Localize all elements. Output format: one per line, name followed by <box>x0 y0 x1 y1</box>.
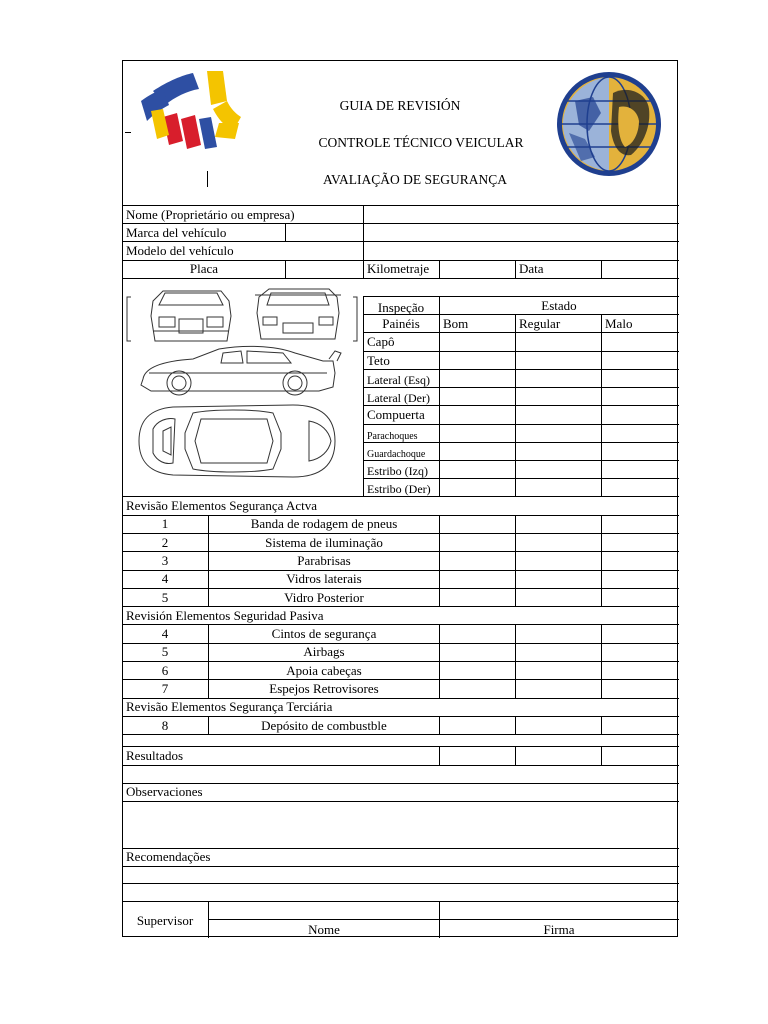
item-number: 4 <box>161 571 169 586</box>
panels-header-line2: Painéis <box>382 316 420 331</box>
state-regular: Regular <box>519 316 561 331</box>
item-number: 8 <box>161 718 169 733</box>
date-label: Data <box>519 261 544 276</box>
panel-right-step: Estribo (Der) <box>367 482 431 496</box>
plate-label: Placa <box>189 261 219 276</box>
item-label: Apoia cabeças <box>286 663 362 678</box>
item-label: Depósito de combustble <box>261 718 387 733</box>
state-header: Estado <box>541 298 577 313</box>
recommendations-label: Recomendações <box>126 849 211 864</box>
panel-left-side: Lateral (Esq) <box>367 373 430 387</box>
item-label: Vidros laterais <box>286 571 362 586</box>
mileage-label: Kilometraje <box>367 261 430 276</box>
panel-fender: Guardachoque <box>367 449 426 460</box>
item-number: 2 <box>161 535 169 550</box>
model-label: Modelo del vehículo <box>126 243 234 258</box>
panel-hood: Capô <box>367 334 395 349</box>
item-number: 5 <box>161 644 169 659</box>
supervisor-name-label: Nome <box>308 922 340 937</box>
item-label: Vidro Posterior <box>284 590 364 605</box>
form-title-line3: AVALIAÇÃO DE SEGURANÇA <box>322 172 508 187</box>
tertiary-safety-title: Revisão Elementos Segurança Terciária <box>126 699 333 714</box>
item-number: 7 <box>161 681 169 696</box>
state-bad: Malo <box>605 316 633 331</box>
item-number: 6 <box>161 663 169 678</box>
panels-header-line1: Inspeção <box>377 300 425 315</box>
panel-right-side: Lateral (Der) <box>367 391 430 405</box>
item-label: Parabrisas <box>297 553 351 568</box>
supervisor-signature-label: Firma <box>543 922 575 937</box>
panel-tailgate: Compuerta <box>367 407 425 422</box>
observations-label: Observaciones <box>126 784 203 799</box>
state-good: Bom <box>443 316 469 331</box>
item-number: 1 <box>161 516 169 531</box>
panel-roof: Teto <box>367 353 390 368</box>
supervisor-label: Supervisor <box>136 913 194 928</box>
item-label: Sistema de iluminação <box>265 535 383 550</box>
item-number: 5 <box>161 590 169 605</box>
inspection-form <box>122 60 678 937</box>
item-label: Banda de rodagem de pneus <box>250 516 398 531</box>
panel-left-step: Estribo (Izq) <box>367 464 428 478</box>
form-title-line2: CONTROLE TÉCNICO VEICULAR <box>318 135 524 150</box>
item-number: 4 <box>161 626 169 641</box>
active-safety-title: Revisão Elementos Segurança Actva <box>126 498 317 513</box>
globe-portrait-logo <box>557 72 661 176</box>
item-label: Cintos de segurança <box>271 626 377 641</box>
results-label: Resultados <box>126 748 184 763</box>
owner-label: Nome (Proprietário ou empresa) <box>126 207 295 222</box>
item-number: 3 <box>161 553 169 568</box>
vehicle-diagram <box>127 289 357 477</box>
passive-safety-title: Revisión Elementos Seguridad Pasiva <box>126 608 324 623</box>
item-label: Airbags <box>303 644 345 659</box>
flag-swirl-logo <box>141 71 241 149</box>
brand-label: Marca del vehículo <box>126 225 227 240</box>
form-title-line1: GUIA DE REVISIÓN <box>339 98 461 113</box>
panel-bumper: Parachoques <box>367 431 418 442</box>
item-label: Espejos Retrovisores <box>269 681 379 696</box>
